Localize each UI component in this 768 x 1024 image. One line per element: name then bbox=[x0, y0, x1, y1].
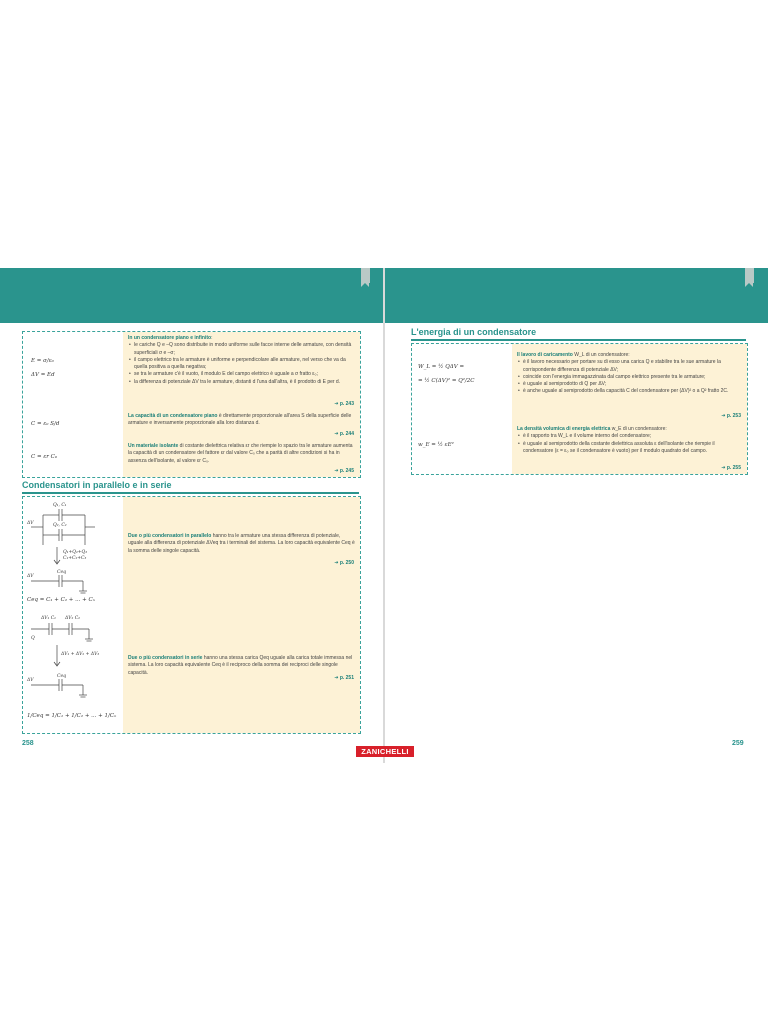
section-title: L'energia di un condensatore bbox=[411, 327, 537, 337]
summary-row-parallel bbox=[23, 497, 360, 610]
circuit-label: C₁+C₂+C₃ bbox=[63, 556, 87, 561]
bullet: • la differenza di potenziale ΔV tra le armature, distanti d l'una dall'altra, è il prodotto di E per d. bbox=[134, 379, 355, 386]
formula: C = εr C₀ bbox=[31, 454, 58, 460]
section-rule bbox=[22, 492, 359, 494]
page-reference-link[interactable]: ➜ p. 251 bbox=[334, 675, 354, 681]
lead-term: Il lavoro di caricamento bbox=[517, 352, 573, 358]
lead-term: In un condensatore piano e infinito bbox=[128, 335, 212, 341]
summary-row-series bbox=[23, 609, 360, 733]
book-spine bbox=[383, 268, 385, 763]
page-reference-link[interactable]: ➜ p. 255 bbox=[721, 464, 741, 471]
circuit-label: Ceq bbox=[57, 570, 66, 575]
circuit-label: ΔV₂ C₂ bbox=[65, 616, 80, 621]
bookmark-ribbon-right-icon bbox=[745, 268, 754, 283]
circuit-label: Q₁+Q₂+Q₃ bbox=[63, 550, 88, 555]
formula: E = σ/ε₀ bbox=[31, 358, 54, 364]
page-number-right: 259 bbox=[732, 740, 744, 747]
formula: Ceq = C₁ + C₂ + ... + Cₙ bbox=[27, 597, 95, 603]
summary-row bbox=[23, 332, 360, 411]
circuit-label: Q₁, C₁ bbox=[53, 503, 67, 508]
bullet: • se tra le armature c'è il vuoto, il modulo E del campo elettrico è uguale a σ fratto ε₀; bbox=[134, 371, 355, 378]
bookmark-ribbon-left-icon bbox=[361, 268, 370, 283]
summary-row bbox=[412, 422, 747, 474]
bullet: • è il rapporto tra W_L e il volume interno del condensatore; bbox=[523, 433, 742, 440]
bullet: • coincide con l'energia immagazzinata dal campo elettrico presente tra le armature; bbox=[523, 374, 742, 381]
lead-term: Due o più condensatori in serie bbox=[128, 655, 203, 661]
formula: = ½ C(ΔV)² = Q²/2C bbox=[418, 378, 475, 384]
lead-text: hanno una stessa carica Qeq uguale alla carica totale immessa nel sistema. La loro capacità equivalente Ceq è il reciproco della somma dei reciproci delle singole capacità. bbox=[128, 655, 353, 676]
lead-term: Un materiale isolante bbox=[128, 443, 179, 449]
circuit-label: ΔV₁ C₁ bbox=[41, 616, 56, 621]
bullet: • le cariche Q e –Q sono distribuite in modo uniforme sulle facce interne delle armature, con densità superficiali σ e –σ; bbox=[134, 342, 355, 357]
lead-term: Due o più condensatori in parallelo bbox=[128, 533, 212, 539]
lead-text: W_L di un condensatore: bbox=[572, 352, 630, 358]
lead-text: hanno tra le armature una stessa differenza di potenziale, uguale alla differenza di potenziale ΔVeq tra i terminali del sistema. La loro capacità equivalente Ceq è la somma delle singole capacità. bbox=[128, 533, 355, 554]
lead-text: è direttamente proporzionale all'area S della superficie delle armature e inversamente proporzionale alla loro distanza d. bbox=[128, 413, 352, 427]
formula: 1/Ceq = 1/C₁ + 1/C₂ + ... + 1/Cₙ bbox=[27, 713, 117, 719]
page-reference-link[interactable]: ➜ p. 243 bbox=[334, 400, 354, 407]
summary-box-energia bbox=[411, 343, 748, 475]
page-reference: p. 243 bbox=[339, 400, 354, 407]
page-reference: p. 253 bbox=[726, 412, 741, 419]
circuit-label: ΔV bbox=[27, 678, 34, 683]
formula: ΔV = Ed bbox=[31, 372, 55, 378]
section-rule bbox=[411, 339, 746, 341]
page-reference-link[interactable]: ➜ p. 244 bbox=[334, 430, 354, 437]
bullet: • è uguale al semiprodotto di Q per ΔV; bbox=[523, 381, 742, 388]
formula: C = ε₀ S/d bbox=[31, 421, 60, 427]
book-spread bbox=[0, 268, 768, 763]
publisher-logo: ZANICHELLI bbox=[356, 746, 414, 757]
circuit-label: ΔV bbox=[27, 574, 34, 579]
lead-term: La capacità di un condensatore piano bbox=[128, 413, 218, 419]
circuit-label: ΔV₁ + ΔV₂ + ΔV₃ bbox=[61, 652, 100, 657]
summary-row bbox=[23, 440, 360, 477]
bullet: • è anche uguale al semiprodotto della capacità C del condensatore per (ΔV)² o a Q² fratto 2C. bbox=[523, 388, 742, 395]
summary-row bbox=[23, 410, 360, 441]
summary-box-condensatori bbox=[22, 496, 361, 734]
lead-text: w_E di un condensatore: bbox=[610, 426, 667, 432]
page-reference-link[interactable]: ➜ p. 250 bbox=[334, 560, 354, 566]
page-reference: p. 251 bbox=[339, 675, 354, 681]
formula: w_E = ½ εE² bbox=[418, 442, 454, 448]
lead-term: La densità volumica di energia elettrica bbox=[517, 426, 611, 432]
lead-text: : bbox=[211, 335, 213, 341]
section-title: Condensatori in parallelo e in serie bbox=[22, 480, 172, 490]
bullet: • è il lavoro necessario per portare su di esso una carica Q e stabilire tra le sue armature la corrispondente differenza di potenziale ΔV; bbox=[523, 359, 742, 374]
bullet: • il campo elettrico tra le armature è uniforme e perpendicolare alle armature, nel verso che va da quella positiva a quella negativa; bbox=[134, 357, 355, 372]
page-reference: p. 255 bbox=[726, 464, 741, 471]
page-reference: p. 244 bbox=[339, 430, 354, 437]
page-reference: p. 250 bbox=[339, 560, 354, 566]
parallel-circuit-diagram bbox=[23, 497, 123, 609]
page-number-left: 258 bbox=[22, 740, 34, 747]
circuit-label: ΔV bbox=[27, 521, 34, 526]
circuit-label: Ceq bbox=[57, 674, 66, 679]
summary-row bbox=[412, 344, 747, 423]
formula: W_L = ½ QΔV = bbox=[418, 364, 465, 370]
summary-box-condensatore-piano bbox=[22, 331, 361, 478]
circuit-label: Q bbox=[31, 636, 35, 641]
bullet: • è uguale al semiprodotto della costante dielettrica assoluta ε dell'isolante che riempie il condensatore (ε = ε₀ se il condensatore è vuoto) per il modulo quadrato del campo. bbox=[523, 441, 742, 456]
lead-text: di costante dielettrica relativa εr che riempie lo spazio tra le armature aumenta la capacità di un condensatore del fattore εr dal valore C₀ che a parità di altre condizioni si ha in assenza dell'isolante, al valore εr C₀. bbox=[128, 443, 353, 464]
page-reference-link[interactable]: ➜ p. 253 bbox=[721, 412, 741, 419]
page-reference: p. 245 bbox=[339, 467, 354, 474]
circuit-label: Q₂, C₂ bbox=[53, 523, 67, 528]
page-reference-link[interactable]: ➜ p. 245 bbox=[334, 467, 354, 474]
